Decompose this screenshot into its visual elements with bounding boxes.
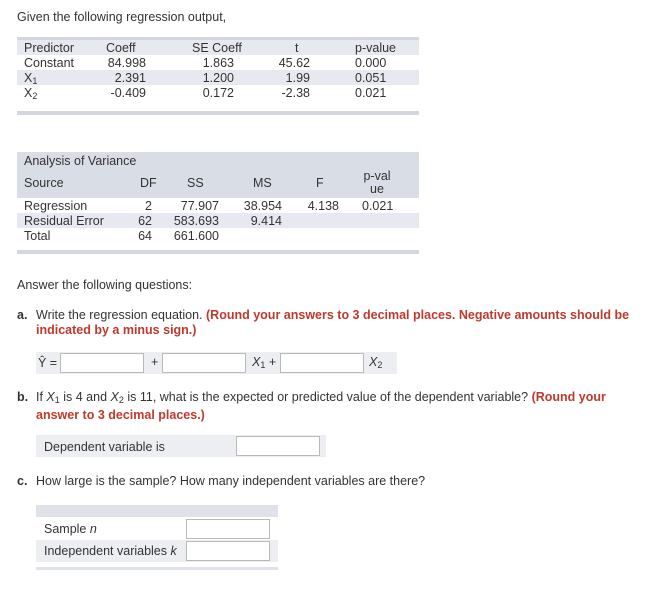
col-header-predictor: Predictor <box>24 41 75 55</box>
anova-col-df: DF <box>140 176 157 190</box>
anova-col-ms: MS <box>253 176 272 190</box>
sample-n-label: Sample n <box>44 522 97 536</box>
coeff-x2: -0.409 <box>110 86 146 100</box>
intro-text: Given the following regression output, <box>17 10 227 24</box>
question-a-prompt: Write the regression equation. <box>36 308 203 322</box>
anova-table-bottom-bar <box>17 250 419 254</box>
col-header-t: t <box>295 41 299 55</box>
coeff-x1: 2.391 <box>114 71 146 85</box>
question-b-note: (Round your answer to 3 decimal places.) <box>36 390 606 422</box>
anova-ss-regression: 77.907 <box>180 199 219 213</box>
question-a-text <box>36 308 651 338</box>
anova-ss-residual: 583.693 <box>173 214 219 228</box>
predictor-x1: $X_1$ <box>24 71 38 86</box>
plus-sign: + <box>151 355 159 369</box>
anova-title: Analysis of Variance <box>24 154 137 168</box>
sample-table-bottom-bar <box>36 567 278 570</box>
anova-col-p-value: p-value <box>363 169 391 196</box>
anova-col-ss: SS <box>187 176 204 190</box>
col-header-se-coeff: SE Coeff <box>192 41 242 55</box>
anova-df-total: 64 <box>138 229 152 243</box>
sample-table-top-bar <box>36 505 278 517</box>
intercept-input[interactable] <box>60 353 144 373</box>
question-a-letter: a. <box>17 308 28 322</box>
regression-table-bottom-bar <box>17 111 419 115</box>
predictor-constant: Constant <box>24 56 75 70</box>
question-c-letter: c. <box>17 474 28 488</box>
se-x2: 0.172 <box>202 86 234 100</box>
anova-col-source: Source <box>24 176 64 190</box>
independent-variables-input[interactable] <box>186 541 270 561</box>
anova-p-regression: 0.021 <box>362 199 394 213</box>
anova-f-regression: 4.138 <box>307 199 339 213</box>
anova-df-regression: 2 <box>145 199 152 213</box>
x2-coefficient-input[interactable] <box>280 353 364 373</box>
p-x2: 0.021 <box>355 86 387 100</box>
answer-prompt: Answer the following questions: <box>17 278 193 292</box>
anova-ms-regression: 38.954 <box>243 199 282 213</box>
anova-source-total: Total <box>24 229 51 243</box>
se-x1: 1.200 <box>202 71 234 85</box>
anova-df-residual: 62 <box>138 214 152 228</box>
sample-n-input[interactable] <box>186 519 270 539</box>
t-x2: -2.38 <box>281 86 310 100</box>
t-x1: 1.99 <box>285 71 310 85</box>
independent-variables-label: Independent variables k <box>44 544 177 558</box>
question-c-text: How large is the sample? How many independent variables are there? <box>36 474 426 488</box>
question-b-text: If $X_1$ is 4 and $X_2$ is 11, what is the expected or predicted value of the dependent variable? (Round your answer to 3 decimal places.) <box>36 390 606 422</box>
question-b-letter: b. <box>17 390 29 404</box>
anova-ss-total: 661.600 <box>173 229 219 243</box>
col-header-coeff: Coeff <box>106 41 136 55</box>
dependent-variable-label: Dependent variable is <box>44 440 165 454</box>
anova-source-regression: Regression <box>24 199 88 213</box>
x1-coefficient-input[interactable] <box>162 353 246 373</box>
x2-label: $X_2$ <box>369 355 383 370</box>
yhat-label: Ŷ = <box>38 356 58 370</box>
p-constant: 0.000 <box>355 56 387 70</box>
x1-label: $X_1$ + <box>252 355 277 370</box>
se-constant: 1.863 <box>202 56 234 70</box>
dependent-variable-input[interactable] <box>236 436 320 456</box>
anova-ms-residual: 9.414 <box>250 214 282 228</box>
coeff-constant: 84.998 <box>107 56 146 70</box>
predictor-x2: $X_2$ <box>24 86 38 101</box>
p-x1: 0.051 <box>355 71 387 85</box>
question-a-note: (Round your answers to 3 decimal places. Negative amounts should be indicated by a minus sign.) <box>36 308 630 337</box>
anova-col-f: F <box>316 176 324 190</box>
col-header-p-value: p-value <box>355 41 396 55</box>
anova-source-residual: Residual Error <box>24 214 104 228</box>
t-constant: 45.62 <box>278 56 310 70</box>
